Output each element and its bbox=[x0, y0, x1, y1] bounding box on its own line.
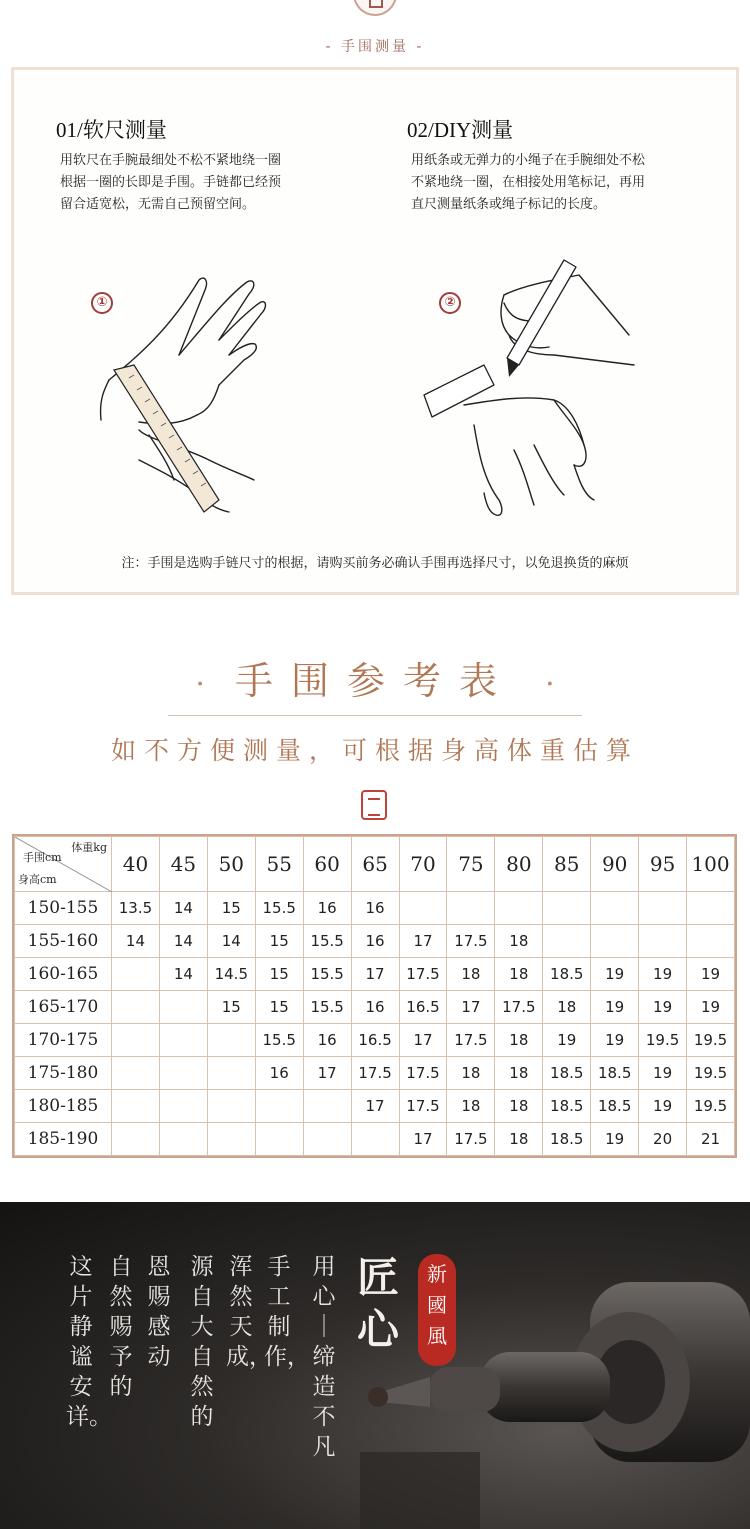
wrist-size-cell: 14.5 bbox=[207, 958, 255, 991]
wrist-size-cell: 14 bbox=[159, 925, 207, 958]
wrist-size-cell: 16 bbox=[351, 925, 399, 958]
weight-header-cell: 85 bbox=[543, 837, 591, 892]
wrist-size-cell: 19 bbox=[591, 991, 639, 1024]
wrist-size-cell: 17.5 bbox=[351, 1057, 399, 1090]
wrist-size-cell: 19 bbox=[591, 958, 639, 991]
wrist-size-cell: 14 bbox=[112, 925, 160, 958]
step1-line: 根据一圈的长即是手围。手链都已经预 bbox=[60, 175, 282, 190]
wrist-size-cell: 20 bbox=[639, 1123, 687, 1156]
wrist-size-cell bbox=[639, 892, 687, 925]
wrist-size-cell: 15 bbox=[207, 991, 255, 1024]
wrist-size-cell: 17.5 bbox=[447, 1123, 495, 1156]
weight-header-cell: 45 bbox=[159, 837, 207, 892]
wrist-size-cell: 16.5 bbox=[351, 1024, 399, 1057]
banner-title bbox=[354, 1252, 402, 1356]
wrist-size-cell bbox=[543, 892, 591, 925]
wrist-size-cell bbox=[112, 991, 160, 1024]
wrist-size-cell: 14 bbox=[159, 892, 207, 925]
wrist-size-cell bbox=[112, 1057, 160, 1090]
wrist-size-cell: 16 bbox=[303, 892, 351, 925]
wrist-size-cell: 19.5 bbox=[639, 1024, 687, 1057]
weight-header-cell: 90 bbox=[591, 837, 639, 892]
wrist-size-cell bbox=[447, 892, 495, 925]
banner-column-text: 自然赐予的 bbox=[109, 1254, 133, 1400]
wrist-size-cell: 18 bbox=[447, 1057, 495, 1090]
wrist-size-cell: 16 bbox=[351, 991, 399, 1024]
wrist-size-cell bbox=[207, 1057, 255, 1090]
wrist-size-cell: 17 bbox=[303, 1057, 351, 1090]
banner-title-char: 心 bbox=[356, 1305, 399, 1354]
wrist-size-cell bbox=[687, 925, 735, 958]
table-row bbox=[15, 892, 735, 925]
wrist-size-cell: 18.5 bbox=[543, 1057, 591, 1090]
table-row bbox=[15, 1057, 735, 1090]
reference-subtitle: 如不方便测量，可根据身高体重估算 bbox=[110, 736, 639, 765]
banner-column-text: 这片静谧安详。 bbox=[66, 1254, 112, 1430]
height-header-cell: 150-155 bbox=[15, 892, 112, 925]
wrist-size-cell bbox=[591, 892, 639, 925]
wrist-size-cell bbox=[112, 1123, 160, 1156]
step1-description bbox=[60, 150, 281, 216]
wrist-size-cell: 16 bbox=[303, 1024, 351, 1057]
wrist-size-cell bbox=[207, 1024, 255, 1057]
wrist-size-cell: 15.5 bbox=[303, 958, 351, 991]
pen-and-strip-hand-illustration bbox=[404, 255, 644, 535]
weight-header-cell: 75 bbox=[447, 837, 495, 892]
wrist-size-cell: 15.5 bbox=[255, 1024, 303, 1057]
weight-header-cell: 60 bbox=[303, 837, 351, 892]
lathe-tool-icon bbox=[360, 1202, 750, 1529]
weight-header-cell: 70 bbox=[399, 837, 447, 892]
craftsmanship-banner bbox=[0, 1202, 750, 1529]
wrist-size-cell bbox=[255, 1123, 303, 1156]
banner-column-text: 用心｜缔造不凡 bbox=[312, 1254, 336, 1460]
wrist-size-cell: 17.5 bbox=[399, 1090, 447, 1123]
reference-title: 手围参考表 bbox=[234, 659, 515, 703]
red-seal-badge bbox=[418, 1254, 456, 1366]
table-header-row bbox=[15, 837, 735, 892]
wrist-size-cell: 18 bbox=[495, 925, 543, 958]
table-row bbox=[15, 1090, 735, 1123]
banner-column-7 bbox=[66, 1252, 112, 1432]
wrist-size-cell bbox=[159, 1024, 207, 1057]
wrist-size-cell: 21 bbox=[687, 1123, 735, 1156]
height-header-cell: 180-185 bbox=[15, 1090, 112, 1123]
height-header-cell: 170-175 bbox=[15, 1024, 112, 1057]
wrist-size-cell bbox=[543, 925, 591, 958]
wrist-size-cell: 18 bbox=[495, 1090, 543, 1123]
wrist-size-cell: 18 bbox=[543, 991, 591, 1024]
wrist-size-cell bbox=[207, 1090, 255, 1123]
height-header-cell: 185-190 bbox=[15, 1123, 112, 1156]
wrist-size-cell: 18.5 bbox=[543, 1090, 591, 1123]
wrist-size-cell bbox=[159, 1057, 207, 1090]
banner-column-text: 恩赐感动 bbox=[147, 1254, 171, 1370]
wrist-size-cell bbox=[399, 892, 447, 925]
corner-weight-label: 体重kg bbox=[71, 841, 107, 854]
wrist-size-cell: 19 bbox=[687, 991, 735, 1024]
banner-column-3 bbox=[226, 1252, 272, 1372]
weight-header-cell: 65 bbox=[351, 837, 399, 892]
wrist-size-cell bbox=[639, 925, 687, 958]
wrist-size-cell bbox=[687, 892, 735, 925]
wrist-size-cell: 18 bbox=[495, 1057, 543, 1090]
wrist-size-cell: 19 bbox=[543, 1024, 591, 1057]
wrist-size-cell: 17.5 bbox=[447, 925, 495, 958]
wrist-size-cell: 19 bbox=[687, 958, 735, 991]
wrist-size-cell: 19 bbox=[639, 958, 687, 991]
wrist-size-cell: 18 bbox=[447, 1090, 495, 1123]
wrist-size-cell: 19 bbox=[591, 1123, 639, 1156]
wrist-size-cell: 18.5 bbox=[543, 1123, 591, 1156]
wrist-size-cell: 16 bbox=[351, 892, 399, 925]
wrist-size-cell: 18.5 bbox=[591, 1057, 639, 1090]
step1-number: ① bbox=[91, 292, 113, 314]
wrist-size-cell bbox=[159, 1123, 207, 1156]
wrist-size-cell: 19 bbox=[591, 1024, 639, 1057]
wrist-size-cell bbox=[159, 991, 207, 1024]
step2-heading: 02/DIY测量 bbox=[407, 118, 514, 142]
weight-header-cell: 40 bbox=[112, 837, 160, 892]
table-row bbox=[15, 925, 735, 958]
wrist-size-cell: 18 bbox=[495, 1123, 543, 1156]
wrist-size-cell bbox=[495, 892, 543, 925]
banner-column-text: 手工制作， bbox=[264, 1254, 310, 1370]
height-header-cell: 165-170 bbox=[15, 991, 112, 1024]
step2-line: 不紧地绕一圈，在相接处用笔标记，再用 bbox=[411, 175, 646, 190]
wrist-size-cell: 15 bbox=[255, 958, 303, 991]
wrist-size-cell: 18.5 bbox=[591, 1090, 639, 1123]
table-row bbox=[15, 958, 735, 991]
wrist-size-cell bbox=[303, 1090, 351, 1123]
title-dot: · bbox=[545, 667, 555, 702]
banner-column-6 bbox=[106, 1252, 136, 1402]
wrist-size-cell bbox=[207, 1123, 255, 1156]
wrist-size-cell: 15.5 bbox=[255, 892, 303, 925]
wrist-size-cell: 17 bbox=[351, 1090, 399, 1123]
wrist-size-cell: 19.5 bbox=[687, 1090, 735, 1123]
table-row bbox=[15, 1024, 735, 1057]
wrist-size-cell: 17 bbox=[351, 958, 399, 991]
banner-column-1 bbox=[309, 1252, 339, 1462]
wrist-size-cell: 17.5 bbox=[399, 1057, 447, 1090]
wrist-size-cell bbox=[112, 1024, 160, 1057]
wrist-size-cell: 15 bbox=[255, 991, 303, 1024]
wrist-size-cell: 19.5 bbox=[687, 1024, 735, 1057]
red-seal-icon bbox=[361, 790, 387, 820]
wrist-size-cell: 13.5 bbox=[112, 892, 160, 925]
step1-line: 用软尺在手腕最细处不松不紧地绕一圈 bbox=[60, 153, 282, 168]
wrist-size-cell bbox=[159, 1090, 207, 1123]
banner-title-char: 匠 bbox=[356, 1253, 399, 1302]
step2-description bbox=[411, 150, 645, 216]
weight-header-cell: 55 bbox=[255, 837, 303, 892]
wrist-size-cell: 15 bbox=[207, 892, 255, 925]
banner-column-5 bbox=[144, 1252, 174, 1372]
seal-char: 風 bbox=[427, 1324, 447, 1348]
wrist-size-cell: 17 bbox=[447, 991, 495, 1024]
wrist-size-cell: 19 bbox=[639, 1057, 687, 1090]
weight-header-cell: 95 bbox=[639, 837, 687, 892]
step2-number: ② bbox=[439, 292, 461, 314]
table-row bbox=[15, 1123, 735, 1156]
wrist-size-cell bbox=[591, 925, 639, 958]
title-dot: · bbox=[195, 667, 205, 702]
title-divider bbox=[168, 715, 582, 716]
wrist-size-cell: 18 bbox=[447, 958, 495, 991]
height-header-cell: 155-160 bbox=[15, 925, 112, 958]
weight-header-cell: 50 bbox=[207, 837, 255, 892]
wrist-size-cell: 15 bbox=[255, 925, 303, 958]
seal-char: 新 bbox=[427, 1262, 447, 1286]
corner-height-label: 身高cm bbox=[18, 873, 57, 886]
wrist-size-cell: 19 bbox=[639, 1090, 687, 1123]
wrist-size-cell bbox=[255, 1090, 303, 1123]
step1-heading: 01/软尺测量 bbox=[56, 118, 167, 142]
wrist-size-cell: 19 bbox=[639, 991, 687, 1024]
section-title: - 手围测量 - bbox=[325, 39, 425, 55]
wrist-size-cell: 16.5 bbox=[399, 991, 447, 1024]
wrist-size-cell: 17 bbox=[399, 1123, 447, 1156]
wrist-size-cell: 17.5 bbox=[399, 958, 447, 991]
weight-header-cell: 100 bbox=[687, 837, 735, 892]
weight-header-cell: 80 bbox=[495, 837, 543, 892]
measure-panel bbox=[11, 67, 739, 595]
tape-measure-hand-illustration bbox=[79, 260, 289, 530]
step2-line: 直尺测量纸条或绳子标记的长度。 bbox=[411, 197, 607, 212]
wrist-size-cell: 15.5 bbox=[303, 991, 351, 1024]
wrist-size-cell bbox=[112, 958, 160, 991]
wrist-size-cell bbox=[351, 1123, 399, 1156]
table-row bbox=[15, 991, 735, 1024]
wrist-size-cell: 17 bbox=[399, 1024, 447, 1057]
top-seal-icon bbox=[353, 0, 397, 16]
wrist-size-cell: 17 bbox=[399, 925, 447, 958]
height-header-cell: 175-180 bbox=[15, 1057, 112, 1090]
wrist-size-cell: 16 bbox=[255, 1057, 303, 1090]
wrist-size-cell: 14 bbox=[207, 925, 255, 958]
corner-wrist-label: 手围cm bbox=[23, 851, 62, 864]
seal-char: 國 bbox=[427, 1293, 447, 1317]
banner-column-text: 源自大自然的 bbox=[190, 1254, 214, 1430]
step2-line: 用纸条或无弹力的小绳子在手腕细处不松 bbox=[411, 153, 646, 168]
wrist-size-cell bbox=[112, 1090, 160, 1123]
table-corner-cell bbox=[15, 837, 112, 892]
banner-column-4 bbox=[187, 1252, 217, 1432]
wrist-size-cell: 17.5 bbox=[447, 1024, 495, 1057]
wrist-size-cell: 18 bbox=[495, 958, 543, 991]
wrist-size-cell: 19.5 bbox=[687, 1057, 735, 1090]
wrist-size-cell bbox=[303, 1123, 351, 1156]
height-header-cell: 160-165 bbox=[15, 958, 112, 991]
banner-column-text: 浑然天成， bbox=[226, 1254, 272, 1370]
wrist-size-cell: 18.5 bbox=[543, 958, 591, 991]
step1-line: 留合适宽松，无需自己预留空间。 bbox=[60, 197, 256, 212]
reference-title-block bbox=[0, 650, 750, 705]
wrist-size-table bbox=[12, 834, 737, 1158]
wrist-size-cell: 15.5 bbox=[303, 925, 351, 958]
wrist-size-cell: 18 bbox=[495, 1024, 543, 1057]
measure-note: 注：手围是选购手链尺寸的根据，请购买前务必确认手围再选择尺寸，以免退换货的麻烦 bbox=[121, 556, 629, 571]
wrist-size-cell: 17.5 bbox=[495, 991, 543, 1024]
wrist-size-cell: 14 bbox=[159, 958, 207, 991]
